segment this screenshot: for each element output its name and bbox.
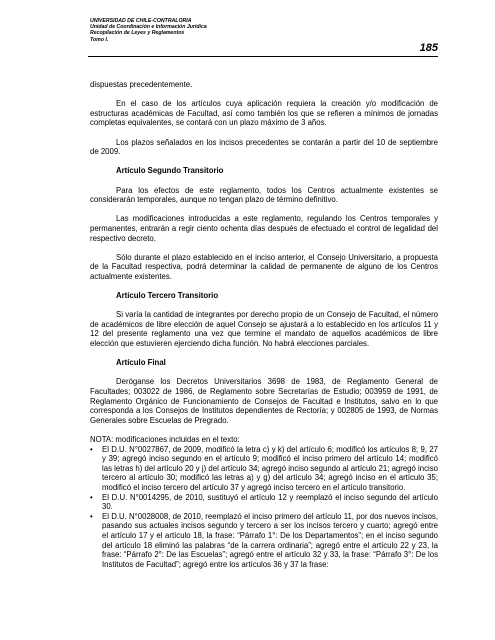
- list-item: [90, 445, 438, 493]
- header-unit: Unidad de Coordinación e Información Jurídica: [90, 24, 207, 31]
- header-rule: [88, 56, 438, 57]
- paragraph: En el caso de los artículos cuya aplicación requiera la creación y/o modificación de estructuras académicas de Facultad, así como también los que se refieren a mínimos de jornadas completas equivalentes, se contará con un plazo máximo de 3 años.: [90, 99, 438, 128]
- paragraph: Los plazos señalados en los incisos precedentes se contarán a partir del 10 de septiembre de 2009.: [90, 137, 438, 157]
- paragraph: Las modificaciones introducidas a este reglamento, regulando los Centros temporales y permanentes, entrarán a regir ciento ochenta días después de efectuado el control de legalidad del respectivo decreto.: [90, 214, 438, 243]
- running-header: [90, 18, 390, 43]
- header-volume: Tomo I.: [90, 36, 109, 43]
- section-heading: Artículo Final: [116, 358, 166, 368]
- paragraph: Si varía la cantidad de integrantes por derecho propio de un Consejo de Facultad, el número de académicos de libre elección de aquel Consejo se ajustará a lo establecido en los artículos 11 y 12 del presente reglamento una vez que termine el mandato de aquellos académicos de libre elección que estuvieren ejerciendo dicha función. No habrá elecciones parciales.: [90, 310, 438, 349]
- document-body: [90, 80, 438, 569]
- paragraph: dispuestas precedentemente.: [90, 80, 193, 89]
- section-heading: Artículo Tercero Transitorio: [116, 291, 219, 301]
- list-item-text: El D.U. N°0014295, de 2010, sustituyó el artículo 12 y reemplazó el inciso segundo del artículo 30.: [102, 492, 438, 512]
- header-collection: Recopilación de Leyes y Reglamentos: [90, 30, 185, 37]
- modification-list: [90, 445, 438, 570]
- header-institution: UNIVERSIDAD DE CHILE-CONTRALORIA: [90, 18, 192, 24]
- bullet-icon: •: [90, 444, 93, 454]
- list-item: [90, 493, 438, 512]
- list-item-text: El D.U. N°0027867, de 2009, modificó la letra c) y k) del artículo 6; modificó los artículos 8; 9, 27 y 39; agregó inciso segundo en el artículo 9; modificó el inciso primero del artículo 14; modificó las letras h) del artículo 20 y j) del artículo 34; agregó inciso segundo al artículo 21; agregó inciso tercero al artículo 30; modificó las letras a) y g) del artículo 34; agregó inciso en el artículo 35; modificó el inciso tercero del artículo 37 y agregó inciso tercero en el artículo transitorio.: [102, 444, 438, 492]
- bullet-icon: •: [90, 511, 93, 521]
- bullet-icon: •: [90, 492, 93, 502]
- page-number: 185: [419, 42, 438, 54]
- list-item: [90, 512, 438, 570]
- paragraph: Para los efectos de este reglamento, todos los Centros actualmente existentes se considerarán temporales, aunque no tengan plazo de término definitivo.: [90, 185, 438, 205]
- paragraph: Sólo durante el plazo establecido en el inciso anterior, el Consejo Universitario, a propuesta de la Facultad respectiva, podrá determinar la calidad de permanente de alguno de los Centros actualmente existentes.: [90, 252, 438, 281]
- paragraph: Deróganse los Decretos Universitarios 3698 de 1983, de Reglamento General de Facultades; 003022 de 1986, de Reglamento sobre Secretarías de Estudio; 003959 de 1991, de Reglamento Orgánico de Funcionamiento de Consejos de Facultad e Institutos, salvo en lo que corresponda a los Consejos de Institutos dependientes de Rectoría; y 002805 de 1993, de Normas Generales sobre Escuelas de Pregrado.: [90, 377, 438, 425]
- list-item-text: El D.U. N°0028008, de 2010, reemplazó el inciso primero del artículo 11, por dos nuevos incisos, pasando sus actuales incisos segundo y tercero a ser los incisos tercero y cuarto; agregó entre el artículo 17 y el artículo 18, la frase: “Párrafo 1°: De los Departamentos”; en el inciso segundo del artículo 18 eliminó las palabras “de la carrera ordinaria”; agregó entre el artículo 22 y 23, la frase: “Párrafo 2°: De las Escuelas”; agregó entre el artículo 32 y 33, la frase: “Párrafo 3°: De los Institutos de Facultad”; agregó entre los artículos 36 y 37 la frase:: [102, 511, 438, 569]
- section-heading: Artículo Segundo Transitorio: [116, 166, 224, 176]
- note-intro: NOTA: modificaciones incluidas en el texto:: [90, 434, 240, 444]
